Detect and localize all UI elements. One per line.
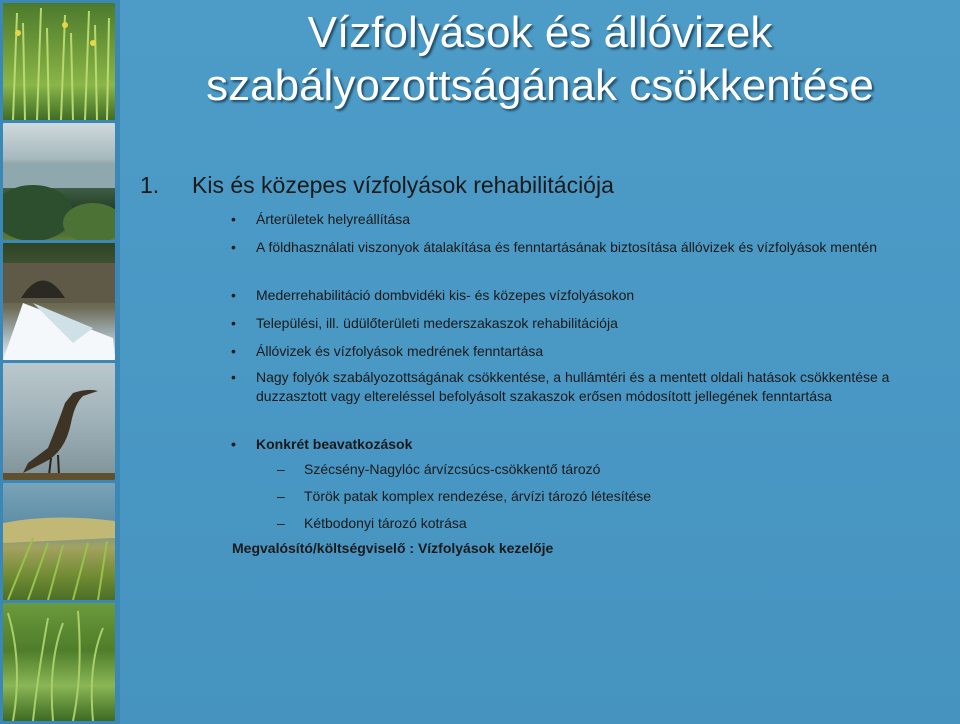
title-line-2: szabályozottságának csökkentése xyxy=(206,61,874,110)
dash-icon: – xyxy=(277,488,285,504)
list-item: • Árterületek helyreállítása xyxy=(231,211,411,227)
lake-photo xyxy=(3,123,115,240)
dash-icon: – xyxy=(277,461,285,477)
slide-title xyxy=(130,6,950,112)
list-item: • Nagy folyók szabályozottságának csökkentése, a hullámtéri és a mentett oldali hatások csökkentése a duzzasztott vagy eltereléssel befolyásolt szakaszok erősen módosított jellegének fenntartása xyxy=(231,369,890,404)
list-item: • A földhasználati viszonyok átalakítása és fenntartásának biztosítása állóvizek és vízfolyások mentén xyxy=(231,239,878,255)
sub-list-item: – Török patak komplex rendezése, árvízi tározó létesítése xyxy=(277,488,652,504)
bullet-icon: • xyxy=(231,369,236,385)
dash-icon: – xyxy=(277,515,285,531)
cormorant-photo xyxy=(3,363,115,480)
footer-note: Megvalósító/költségviselő : Vízfolyások kezelője xyxy=(232,540,554,556)
bullet-icon: • xyxy=(231,315,236,331)
marsh-photo xyxy=(3,483,115,600)
section-heading xyxy=(140,172,614,199)
grass-photo xyxy=(3,603,115,721)
section-heading-text: Kis és közepes vízfolyások rehabilitációja xyxy=(192,172,614,198)
list-item: • Mederrehabilitáció dombvidéki kis- és közepes vízfolyásokon xyxy=(231,287,635,303)
bullet-icon: • xyxy=(231,436,236,452)
bullet-icon: • xyxy=(231,343,236,359)
reeds-photo xyxy=(3,3,115,120)
photo-strip xyxy=(0,0,120,724)
sub-list-item: – Szécsény-Nagylóc árvízcsúcs-csökkentő tározó xyxy=(277,461,601,477)
bullet-icon: • xyxy=(231,287,236,303)
list-item: • Állóvizek és vízfolyások medrének fenntartása xyxy=(231,343,544,359)
list-item: • Települési, ill. üdülőterületi mederszakaszok rehabilitációja xyxy=(231,315,618,331)
bullet-icon: • xyxy=(231,211,236,227)
weir-photo xyxy=(3,243,115,360)
section-number: 1. xyxy=(140,172,160,198)
list-item: • Konkrét beavatkozások xyxy=(231,436,413,452)
sub-list-item: – Kétbodonyi tározó kotrása xyxy=(277,515,467,531)
title-line-1: Vízfolyások és állóvizek xyxy=(307,8,773,57)
bullet-icon: • xyxy=(231,239,236,255)
